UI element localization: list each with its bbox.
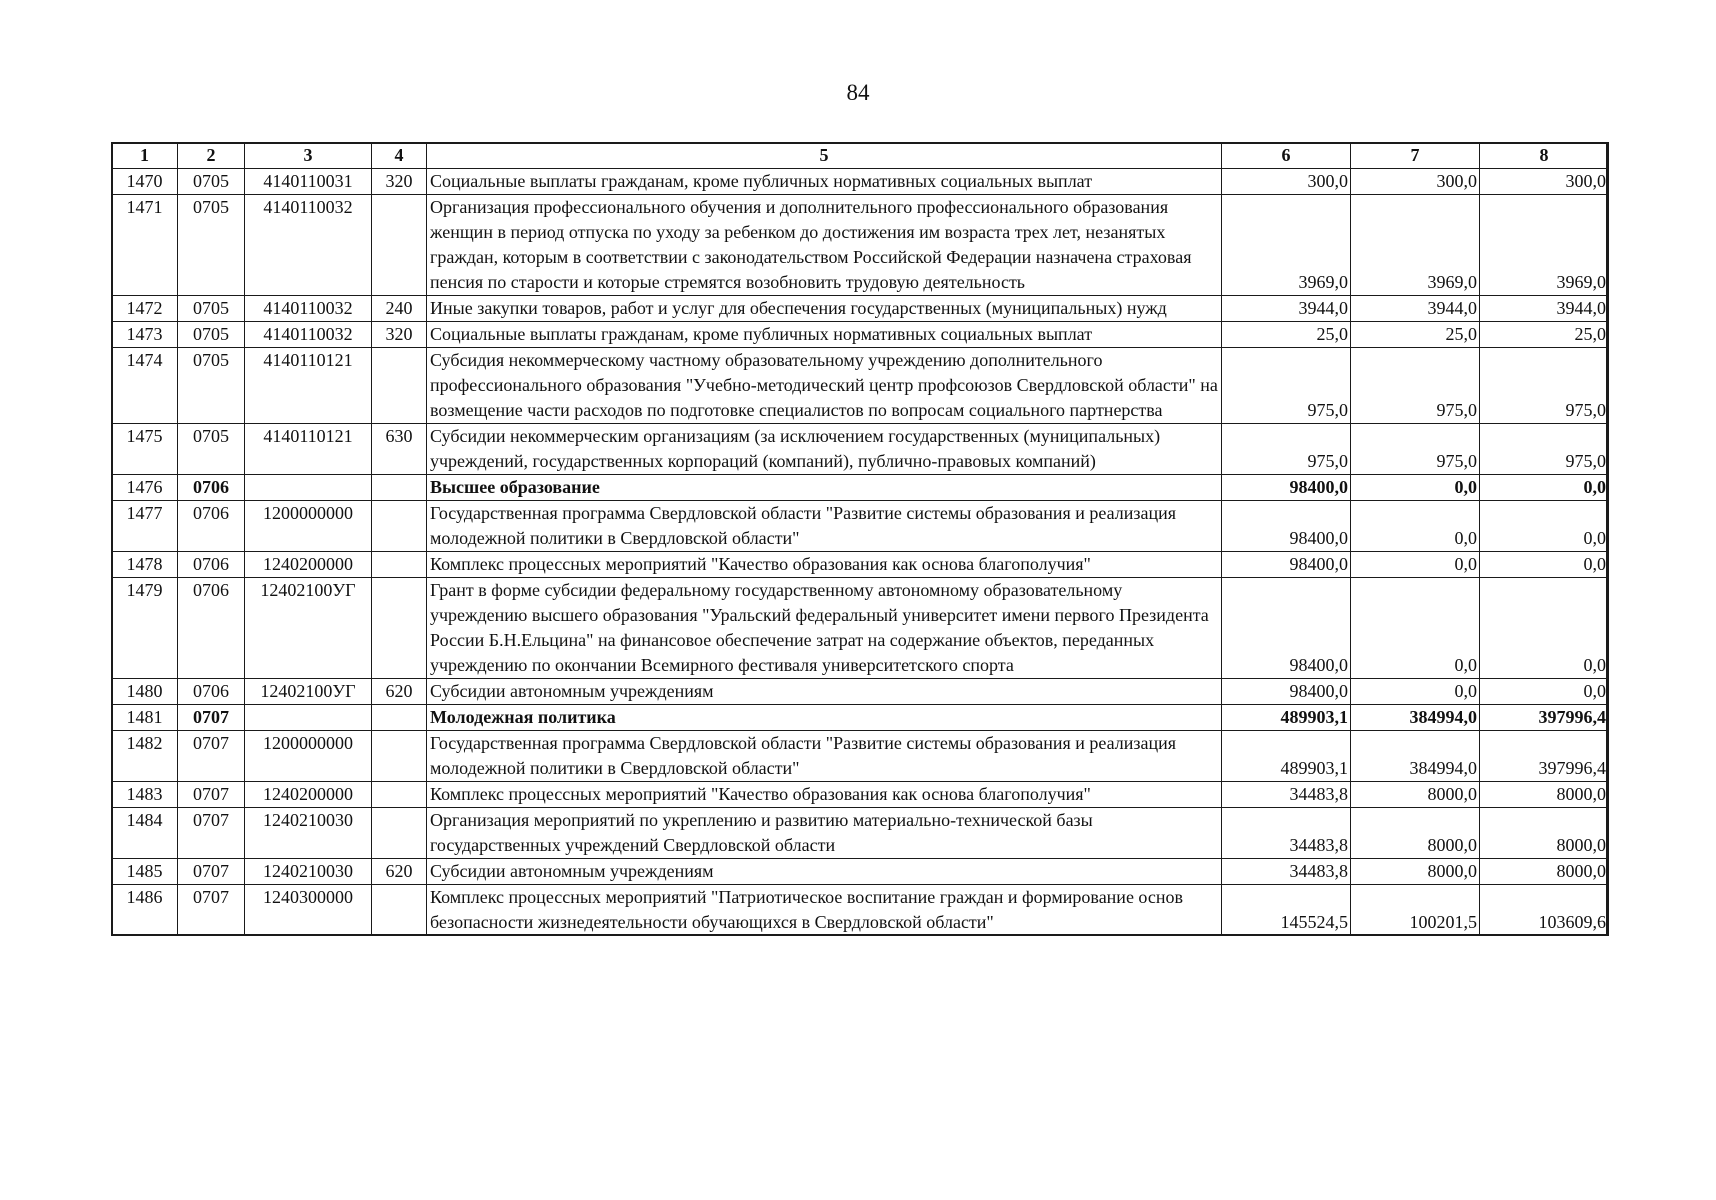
col-header-4: 4 bbox=[372, 143, 427, 169]
section-code-cell: 0705 bbox=[178, 296, 245, 322]
amount-col6-cell: 300,0 bbox=[1222, 169, 1351, 195]
amount-col7-cell: 0,0 bbox=[1351, 679, 1480, 705]
row-number-cell: 1476 bbox=[112, 475, 178, 501]
item-name-cell: Комплекс процессных мероприятий "Качество образования как основа благополучия" bbox=[427, 782, 1222, 808]
amount-col7-cell: 384994,0 bbox=[1351, 731, 1480, 782]
expense-type-cell: 620 bbox=[372, 859, 427, 885]
col-header-1: 1 bbox=[112, 143, 178, 169]
section-code-cell: 0706 bbox=[178, 501, 245, 552]
table-row bbox=[112, 296, 1609, 322]
expense-type-cell bbox=[372, 501, 427, 552]
row-number-cell: 1478 bbox=[112, 552, 178, 578]
amount-col7-cell: 25,0 bbox=[1351, 322, 1480, 348]
amount-col8-cell: 0,0 bbox=[1480, 475, 1609, 501]
expense-type-cell: 620 bbox=[372, 679, 427, 705]
target-article-cell: 1200000000 bbox=[245, 731, 372, 782]
amount-col8-cell: 8000,0 bbox=[1480, 782, 1609, 808]
amount-col7-cell: 8000,0 bbox=[1351, 859, 1480, 885]
amount-col7-cell: 3944,0 bbox=[1351, 296, 1480, 322]
expense-type-cell: 320 bbox=[372, 322, 427, 348]
col-header-2: 2 bbox=[178, 143, 245, 169]
table-row bbox=[112, 348, 1609, 424]
table-row bbox=[112, 808, 1609, 859]
item-name-cell: Комплекс процессных мероприятий "Качество образования как основа благополучия" bbox=[427, 552, 1222, 578]
expense-type-cell bbox=[372, 705, 427, 731]
amount-col8-cell: 975,0 bbox=[1480, 424, 1609, 475]
item-name-cell: Высшее образование bbox=[427, 475, 1222, 501]
amount-col8-cell: 0,0 bbox=[1480, 578, 1609, 679]
expense-type-cell bbox=[372, 195, 427, 296]
row-number-cell: 1471 bbox=[112, 195, 178, 296]
section-code-cell: 0707 bbox=[178, 705, 245, 731]
row-number-cell: 1486 bbox=[112, 885, 178, 936]
expense-type-cell: 320 bbox=[372, 169, 427, 195]
expense-type-cell: 630 bbox=[372, 424, 427, 475]
item-name-cell: Субсидия некоммерческому частному образовательному учреждению дополнительного профессионального образования "Учебно-методический центр профсоюзов Свердловской области" на возмещение части расходов по подготовке специалистов по вопросам социального партнерства bbox=[427, 348, 1222, 424]
col-header-8: 8 bbox=[1480, 143, 1609, 169]
row-number-cell: 1481 bbox=[112, 705, 178, 731]
amount-col8-cell: 300,0 bbox=[1480, 169, 1609, 195]
amount-col8-cell: 8000,0 bbox=[1480, 859, 1609, 885]
target-article-cell: 1200000000 bbox=[245, 501, 372, 552]
section-code-cell: 0705 bbox=[178, 195, 245, 296]
section-code-cell: 0705 bbox=[178, 348, 245, 424]
target-article-cell: 1240210030 bbox=[245, 859, 372, 885]
row-number-cell: 1483 bbox=[112, 782, 178, 808]
table-row bbox=[112, 782, 1609, 808]
amount-col6-cell: 489903,1 bbox=[1222, 731, 1351, 782]
amount-col7-cell: 384994,0 bbox=[1351, 705, 1480, 731]
section-code-cell: 0706 bbox=[178, 679, 245, 705]
amount-col7-cell: 300,0 bbox=[1351, 169, 1480, 195]
amount-col6-cell: 25,0 bbox=[1222, 322, 1351, 348]
row-number-cell: 1470 bbox=[112, 169, 178, 195]
amount-col7-cell: 0,0 bbox=[1351, 475, 1480, 501]
item-name-cell: Молодежная политика bbox=[427, 705, 1222, 731]
amount-col8-cell: 975,0 bbox=[1480, 348, 1609, 424]
item-name-cell: Субсидии автономным учреждениям bbox=[427, 679, 1222, 705]
row-number-cell: 1475 bbox=[112, 424, 178, 475]
expense-type-cell bbox=[372, 348, 427, 424]
item-name-cell: Субсидии автономным учреждениям bbox=[427, 859, 1222, 885]
expense-type-cell bbox=[372, 731, 427, 782]
table-row bbox=[112, 731, 1609, 782]
header-row bbox=[112, 143, 1609, 169]
expense-type-cell bbox=[372, 552, 427, 578]
expense-type-cell bbox=[372, 885, 427, 936]
table-body bbox=[112, 169, 1609, 936]
amount-col7-cell: 0,0 bbox=[1351, 552, 1480, 578]
target-article-cell: 1240200000 bbox=[245, 552, 372, 578]
item-name-cell: Государственная программа Свердловской области "Развитие системы образования и реализация молодежной политики в Свердловской области" bbox=[427, 501, 1222, 552]
amount-col7-cell: 975,0 bbox=[1351, 348, 1480, 424]
row-number-cell: 1474 bbox=[112, 348, 178, 424]
amount-col6-cell: 975,0 bbox=[1222, 424, 1351, 475]
expense-type-cell bbox=[372, 475, 427, 501]
amount-col6-cell: 98400,0 bbox=[1222, 552, 1351, 578]
item-name-cell: Субсидии некоммерческим организациям (за исключением государственных (муниципальных) учреждений, государственных корпораций (компаний), публично-правовых компаний) bbox=[427, 424, 1222, 475]
table-row bbox=[112, 475, 1609, 501]
amount-col8-cell: 397996,4 bbox=[1480, 705, 1609, 731]
expense-type-cell bbox=[372, 782, 427, 808]
col-header-7: 7 bbox=[1351, 143, 1480, 169]
target-article-cell: 1240200000 bbox=[245, 782, 372, 808]
col-header-5: 5 bbox=[427, 143, 1222, 169]
section-code-cell: 0706 bbox=[178, 552, 245, 578]
target-article-cell: 1240210030 bbox=[245, 808, 372, 859]
section-code-cell: 0707 bbox=[178, 885, 245, 936]
amount-col7-cell: 8000,0 bbox=[1351, 782, 1480, 808]
table-row bbox=[112, 885, 1609, 936]
row-number-cell: 1477 bbox=[112, 501, 178, 552]
item-name-cell: Государственная программа Свердловской области "Развитие системы образования и реализация молодежной политики в Свердловской области" bbox=[427, 731, 1222, 782]
table-row bbox=[112, 578, 1609, 679]
col-header-3: 3 bbox=[245, 143, 372, 169]
amount-col6-cell: 145524,5 bbox=[1222, 885, 1351, 936]
target-article-cell: 1240300000 bbox=[245, 885, 372, 936]
item-name-cell: Комплекс процессных мероприятий "Патриотическое воспитание граждан и формирование основ безопасности жизнедеятельности обучающихся в Свердловской области" bbox=[427, 885, 1222, 936]
page-number: 84 bbox=[846, 80, 870, 105]
col-header-6: 6 bbox=[1222, 143, 1351, 169]
budget-table bbox=[111, 142, 1609, 936]
row-number-cell: 1485 bbox=[112, 859, 178, 885]
table-row bbox=[112, 679, 1609, 705]
table-row bbox=[112, 705, 1609, 731]
amount-col8-cell: 397996,4 bbox=[1480, 731, 1609, 782]
target-article-cell bbox=[245, 705, 372, 731]
section-code-cell: 0705 bbox=[178, 424, 245, 475]
amount-col6-cell: 98400,0 bbox=[1222, 578, 1351, 679]
item-name-cell: Организация мероприятий по укреплению и развитию материально-технической базы государственных учреждений Свердловской области bbox=[427, 808, 1222, 859]
section-code-cell: 0707 bbox=[178, 859, 245, 885]
row-number-cell: 1479 bbox=[112, 578, 178, 679]
table-row bbox=[112, 195, 1609, 296]
item-name-cell: Иные закупки товаров, работ и услуг для обеспечения государственных (муниципальных) нужд bbox=[427, 296, 1222, 322]
table-row bbox=[112, 424, 1609, 475]
item-name-cell: Социальные выплаты гражданам, кроме публичных нормативных социальных выплат bbox=[427, 322, 1222, 348]
section-code-cell: 0707 bbox=[178, 731, 245, 782]
expense-type-cell bbox=[372, 578, 427, 679]
amount-col8-cell: 0,0 bbox=[1480, 679, 1609, 705]
amount-col6-cell: 975,0 bbox=[1222, 348, 1351, 424]
amount-col8-cell: 0,0 bbox=[1480, 501, 1609, 552]
target-article-cell bbox=[245, 475, 372, 501]
table-row bbox=[112, 169, 1609, 195]
amount-col8-cell: 103609,6 bbox=[1480, 885, 1609, 936]
row-number-cell: 1480 bbox=[112, 679, 178, 705]
item-name-cell: Организация профессионального обучения и дополнительного профессионального образования женщин в период отпуска по уходу за ребенком до достижения им возраста трех лет, незанятых граждан, которым в соответствии с законодательством Российской Федерации назначена страховая пенсия по старости и которые стремятся возобновить трудовую деятельность bbox=[427, 195, 1222, 296]
amount-col7-cell: 100201,5 bbox=[1351, 885, 1480, 936]
target-article-cell: 4140110121 bbox=[245, 424, 372, 475]
amount-col8-cell: 25,0 bbox=[1480, 322, 1609, 348]
item-name-cell: Социальные выплаты гражданам, кроме публичных нормативных социальных выплат bbox=[427, 169, 1222, 195]
amount-col6-cell: 98400,0 bbox=[1222, 679, 1351, 705]
row-number-cell: 1472 bbox=[112, 296, 178, 322]
amount-col6-cell: 34483,8 bbox=[1222, 808, 1351, 859]
amount-col7-cell: 0,0 bbox=[1351, 501, 1480, 552]
amount-col7-cell: 0,0 bbox=[1351, 578, 1480, 679]
amount-col8-cell: 3969,0 bbox=[1480, 195, 1609, 296]
amount-col6-cell: 3944,0 bbox=[1222, 296, 1351, 322]
section-code-cell: 0706 bbox=[178, 578, 245, 679]
amount-col6-cell: 489903,1 bbox=[1222, 705, 1351, 731]
table-row bbox=[112, 552, 1609, 578]
target-article-cell: 12402100УГ bbox=[245, 578, 372, 679]
target-article-cell: 12402100УГ bbox=[245, 679, 372, 705]
section-code-cell: 0707 bbox=[178, 782, 245, 808]
target-article-cell: 4140110121 bbox=[245, 348, 372, 424]
row-number-cell: 1473 bbox=[112, 322, 178, 348]
amount-col6-cell: 34483,8 bbox=[1222, 782, 1351, 808]
section-code-cell: 0706 bbox=[178, 475, 245, 501]
row-number-cell: 1482 bbox=[112, 731, 178, 782]
amount-col7-cell: 975,0 bbox=[1351, 424, 1480, 475]
section-code-cell: 0705 bbox=[178, 322, 245, 348]
section-code-cell: 0707 bbox=[178, 808, 245, 859]
table-row bbox=[112, 859, 1609, 885]
table-row bbox=[112, 322, 1609, 348]
amount-col8-cell: 8000,0 bbox=[1480, 808, 1609, 859]
item-name-cell: Грант в форме субсидии федеральному государственному автономному образовательному учреждению высшего образования "Уральский федеральный университет имени первого Президента России Б.Н.Ельцина" на финансовое обеспечение затрат на содержание объектов, переданных учреждению по окончании Всемирного фестиваля университетского спорта bbox=[427, 578, 1222, 679]
target-article-cell: 4140110032 bbox=[245, 322, 372, 348]
expense-type-cell bbox=[372, 808, 427, 859]
expense-type-cell: 240 bbox=[372, 296, 427, 322]
target-article-cell: 4140110031 bbox=[245, 169, 372, 195]
amount-col7-cell: 3969,0 bbox=[1351, 195, 1480, 296]
table-row bbox=[112, 501, 1609, 552]
amount-col6-cell: 98400,0 bbox=[1222, 475, 1351, 501]
amount-col6-cell: 3969,0 bbox=[1222, 195, 1351, 296]
section-code-cell: 0705 bbox=[178, 169, 245, 195]
amount-col7-cell: 8000,0 bbox=[1351, 808, 1480, 859]
target-article-cell: 4140110032 bbox=[245, 296, 372, 322]
amount-col6-cell: 34483,8 bbox=[1222, 859, 1351, 885]
target-article-cell: 4140110032 bbox=[245, 195, 372, 296]
amount-col6-cell: 98400,0 bbox=[1222, 501, 1351, 552]
amount-col8-cell: 3944,0 bbox=[1480, 296, 1609, 322]
row-number-cell: 1484 bbox=[112, 808, 178, 859]
amount-col8-cell: 0,0 bbox=[1480, 552, 1609, 578]
